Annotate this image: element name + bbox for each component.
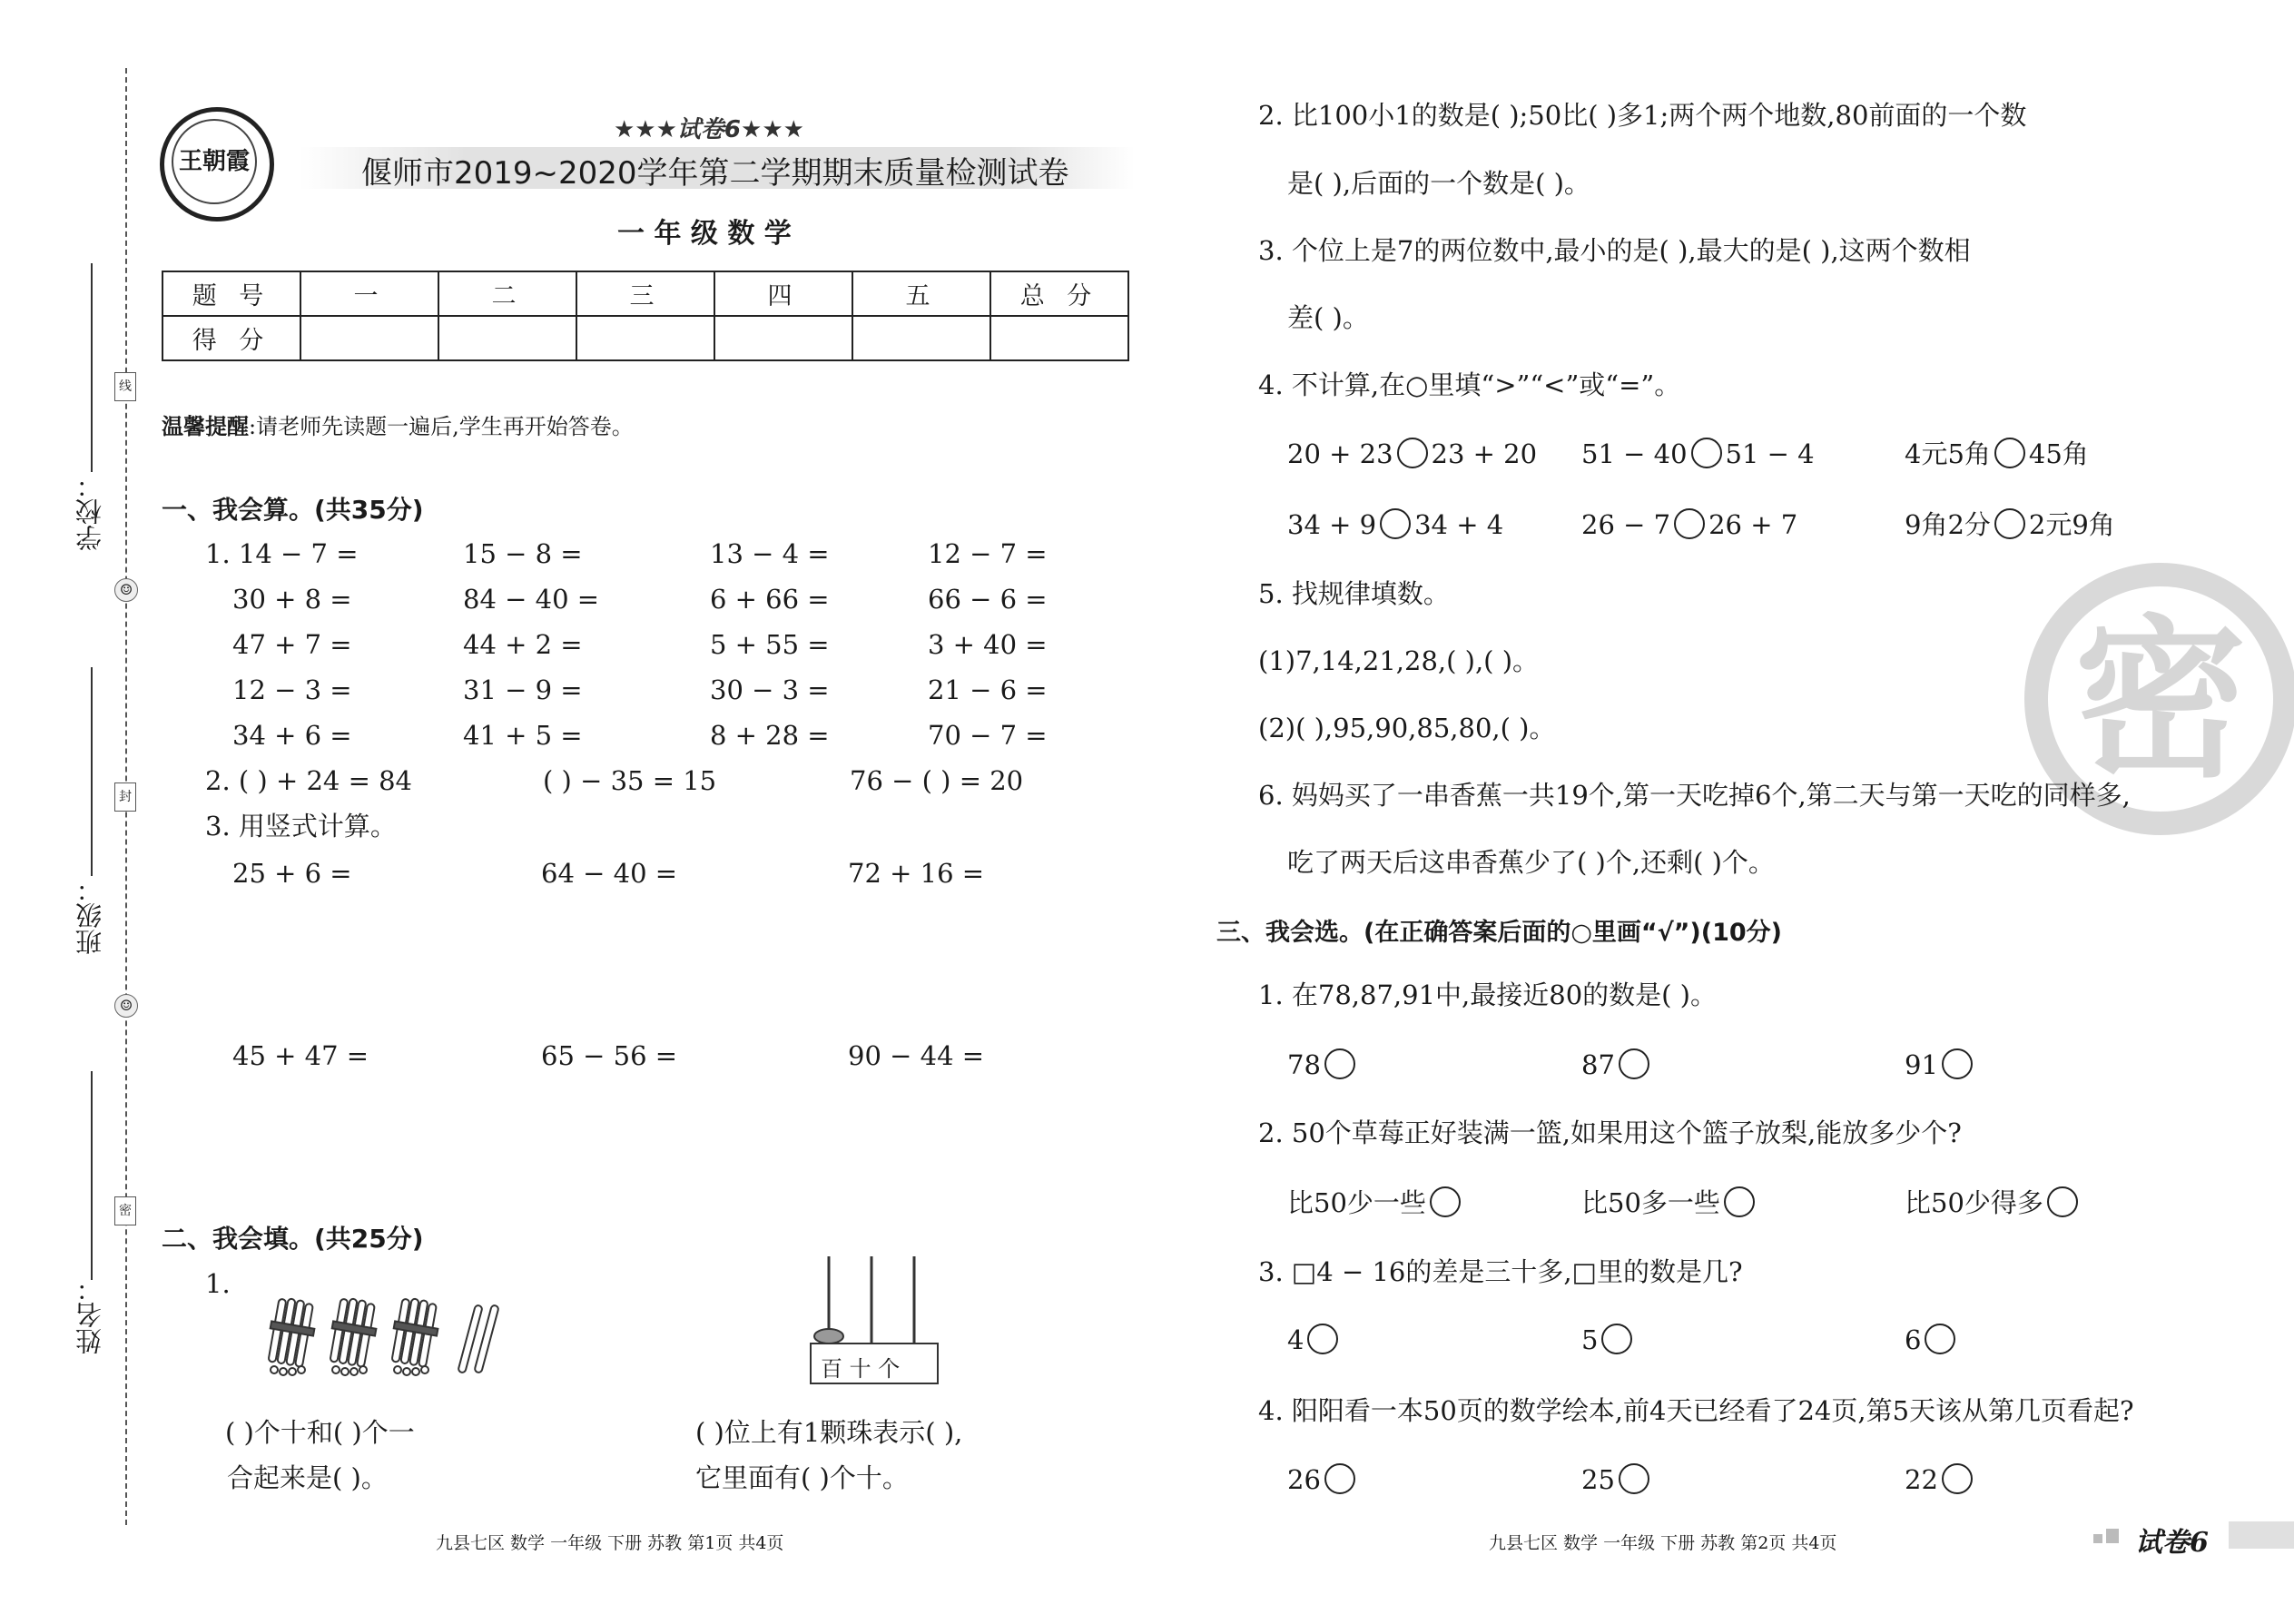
answer-circle[interactable]: [1430, 1186, 1461, 1217]
answer-circle[interactable]: [1307, 1324, 1338, 1354]
calc-item: 31 − 9 =: [463, 674, 583, 705]
fill-sentence[interactable]: ( )位上有1颗珠表示( ),: [695, 1417, 963, 1448]
abacus-place-labels: 百 十 个: [821, 1356, 901, 1382]
binding-hole-icon: ☺: [114, 994, 138, 1018]
exam-title: 偃师市2019~2020学年第二学期期末质量检测试卷: [361, 155, 1069, 192]
compare-circle[interactable]: [1994, 508, 2025, 539]
calc-item: 70 − 7 =: [928, 720, 1048, 751]
answer-circle[interactable]: [1619, 1048, 1649, 1079]
answer-circle[interactable]: [1942, 1048, 1973, 1079]
choice-option[interactable]: 比50少一些: [1287, 1186, 1464, 1220]
calc-item: 44 + 2 =: [463, 629, 583, 660]
vertical-calc-item: 45 + 47 =: [232, 1040, 369, 1071]
compare-circle[interactable]: [1397, 438, 1428, 468]
choice-option[interactable]: 5: [1581, 1324, 1636, 1357]
calc-item: 41 + 5 =: [463, 720, 583, 751]
pattern-question: 5. 找规律填数。: [1258, 578, 1450, 609]
word-problem: 6. 妈妈买了一串香蕉一共19个,第一天吃掉6个,第二天与第一天吃的同样多,: [1258, 780, 2131, 811]
fill-sentence[interactable]: 它里面有( )个十。: [695, 1462, 909, 1493]
vertical-calc-item: 64 − 40 =: [541, 858, 678, 889]
vertical-calc-item: 72 + 16 =: [848, 858, 985, 889]
score-header-cell: 题 号: [162, 271, 300, 316]
class-blank[interactable]: [91, 667, 93, 876]
calc-item: 21 − 6 =: [928, 674, 1048, 705]
vertical-calc-item: 90 − 44 =: [848, 1040, 985, 1071]
name-blank[interactable]: [91, 1071, 93, 1280]
compare-circle[interactable]: [1994, 438, 2025, 468]
calc-item: 30 + 8 =: [232, 584, 352, 615]
exam-series-label: ★★★试卷6★★★: [614, 116, 804, 143]
score-cell[interactable]: [438, 316, 576, 360]
compare-circle[interactable]: [1380, 508, 1411, 539]
compare-item: 34 + 9 34 + 4: [1287, 509, 1504, 540]
calc-item: 84 − 40 =: [463, 584, 600, 615]
compare-circle[interactable]: [1674, 508, 1705, 539]
fill-sentence[interactable]: 差( )。: [1287, 302, 1369, 333]
section3-heading: 三、我会选。(在正确答案后面的○里画“√”)(10分): [1216, 919, 1782, 947]
calc-item: 6 + 66 =: [710, 584, 830, 615]
footer-right: 九县七区 数学 一年级 下册 苏教 第2页 共4页: [1489, 1533, 1837, 1553]
choice-option[interactable]: 22: [1905, 1463, 1976, 1497]
score-cell[interactable]: [576, 316, 714, 360]
score-table-score-row: [162, 316, 1128, 360]
compare-item: 20 + 23 23 + 20: [1287, 438, 1538, 469]
vertical-calc-item: 65 − 56 =: [541, 1040, 678, 1071]
calc-item: 13 − 4 =: [710, 538, 830, 569]
exam-subtitle: 一 年 级 数 学: [617, 218, 792, 250]
score-header-cell: 四: [714, 271, 852, 316]
answer-circle[interactable]: [1324, 1463, 1355, 1494]
score-header-cell: 二: [438, 271, 576, 316]
calc-item: 30 − 3 =: [710, 674, 830, 705]
fill-equation[interactable]: 2. ( ) + 24 = 84: [205, 765, 413, 796]
calc-item: 8 + 28 =: [710, 720, 830, 751]
fill-equation[interactable]: ( ) − 35 = 15: [543, 765, 717, 796]
fill-sentence[interactable]: 3. 个位上是7的两位数中,最小的是( ),最大的是( ),这两个数相: [1258, 235, 1971, 266]
compare-item: 4元5角 45角: [1905, 438, 2089, 469]
choice-option[interactable]: 6: [1905, 1324, 1959, 1357]
calc-item: 66 − 6 =: [928, 584, 1048, 615]
question-number: 1.: [205, 1268, 231, 1299]
score-cell[interactable]: [300, 316, 438, 360]
compare-circle[interactable]: [1691, 438, 1722, 468]
choice-question: 1. 在78,87,91中,最接近80的数是( )。: [1258, 979, 1717, 1010]
binding-tag-secret: 密: [114, 1196, 136, 1225]
fill-sentence[interactable]: 吃了两天后这串香蕉少了( )个,还剩( )个。: [1287, 847, 1775, 878]
score-header-cell: 一: [300, 271, 438, 316]
calc-item: 12 − 7 =: [928, 538, 1048, 569]
choice-option[interactable]: 比50少得多: [1905, 1186, 2082, 1220]
compare-item: 26 − 7 26 + 7: [1581, 509, 1798, 540]
fill-sentence[interactable]: (2)( ),95,90,85,80,( )。: [1258, 713, 1556, 743]
footer-badge: 试卷6: [2135, 1527, 2209, 1559]
school-label: 学校：: [74, 472, 105, 551]
publisher-logo: [160, 107, 274, 221]
answer-circle[interactable]: [2047, 1186, 2078, 1217]
fill-sentence[interactable]: ( )个十和( )个一: [225, 1417, 415, 1448]
score-header-cell: 总 分: [990, 271, 1128, 316]
school-blank[interactable]: [91, 263, 93, 472]
choice-option[interactable]: 91: [1905, 1048, 1976, 1082]
binding-tag-line: 线: [114, 372, 136, 401]
fill-sentence[interactable]: 合起来是( )。: [227, 1462, 388, 1493]
logo-text: 王朝霞: [172, 119, 257, 204]
score-table: [162, 271, 1129, 361]
score-cell[interactable]: [714, 316, 852, 360]
reminder-label: 温馨提醒: [162, 413, 249, 439]
binding-tag-seal: 封: [114, 782, 136, 812]
fill-sentence[interactable]: 2. 比100小1的数是( );50比( )多1;两个两个地数,80前面的一个数: [1258, 100, 2027, 131]
binding-hole-icon: ☺: [114, 578, 138, 602]
section1-heading: 一、我会算。(共35分): [162, 495, 424, 525]
answer-circle[interactable]: [1324, 1048, 1355, 1079]
calc-item: 34 + 6 =: [232, 720, 352, 751]
footer-decor: [2093, 1534, 2102, 1543]
stick-bundles-image: [261, 1294, 516, 1384]
calc-item: 15 − 8 =: [463, 538, 583, 569]
stick-bundle-icon: [268, 1298, 314, 1375]
reminder: [162, 408, 634, 440]
choice-option[interactable]: 25: [1581, 1463, 1653, 1497]
choice-question: 3. □4 − 16的差是三十多,□里的数是几?: [1258, 1256, 1743, 1287]
stick-bundle-icon: [391, 1298, 438, 1375]
abacus-bead: [814, 1329, 843, 1343]
calc-item: 12 − 3 =: [232, 674, 352, 705]
compare-item: 9角2分 2元9角: [1905, 509, 2115, 540]
choice-option[interactable]: 比50多一些: [1581, 1186, 1758, 1220]
score-cell[interactable]: [852, 316, 990, 360]
fill-sentence[interactable]: (1)7,14,21,28,( ),( )。: [1258, 645, 1540, 676]
fill-sentence[interactable]: 是( ),后面的一个数是( )。: [1287, 168, 1590, 199]
choice-option[interactable]: 4: [1287, 1324, 1342, 1357]
answer-circle[interactable]: [1619, 1463, 1649, 1494]
calc-item: 47 + 7 =: [232, 629, 352, 660]
choice-option[interactable]: 26: [1287, 1463, 1359, 1497]
fill-equation[interactable]: 76 − ( ) = 20: [850, 765, 1024, 796]
watermark-seal: 密: [2024, 563, 2294, 835]
vertical-calc-item: 25 + 6 =: [232, 858, 352, 889]
single-stick-icon: [458, 1304, 498, 1373]
compare-item: 51 − 40 51 − 4: [1581, 438, 1815, 469]
footer-decor: [2106, 1529, 2119, 1543]
choice-option[interactable]: 87: [1581, 1048, 1653, 1082]
calc-item: 5 + 55 =: [710, 629, 830, 660]
choice-option[interactable]: 78: [1287, 1048, 1359, 1082]
answer-circle[interactable]: [1925, 1324, 1955, 1354]
calc-item: 1. 14 − 7 =: [205, 538, 359, 569]
vertical-calc-title: 3. 用竖式计算。: [205, 811, 397, 842]
calc-item: 3 + 40 =: [928, 629, 1048, 660]
score-header-cell: 三: [576, 271, 714, 316]
choice-question: 2. 50个草莓正好装满一篮,如果用这个篮子放梨,能放多少个?: [1258, 1117, 1962, 1148]
stick-bundle-icon: [330, 1298, 376, 1375]
name-label: 姓名：: [74, 1275, 105, 1354]
footer-decor: [2229, 1521, 2294, 1549]
reminder-text: :请老师先读题一遍后,学生再开始答卷。: [249, 414, 634, 439]
answer-circle[interactable]: [1724, 1186, 1755, 1217]
score-header-cell: 五: [852, 271, 990, 316]
answer-circle[interactable]: [1942, 1463, 1973, 1494]
choice-question: 4. 阳阳看一本50页的数学绘本,前4天已经看了24页,第5天该从第几页看起?: [1258, 1395, 2134, 1426]
answer-circle[interactable]: [1601, 1324, 1632, 1354]
class-label: 班级：: [74, 876, 105, 955]
score-table-header-row: [162, 271, 1128, 316]
compare-question: 4. 不计算,在○里填“>”“<”或“=”。: [1258, 369, 1681, 400]
score-row-label: 得 分: [162, 316, 300, 360]
score-cell[interactable]: [990, 316, 1128, 360]
section2-heading: 二、我会填。(共25分): [162, 1224, 424, 1254]
footer-left: 九县七区 数学 一年级 下册 苏教 第1页 共4页: [436, 1533, 784, 1553]
